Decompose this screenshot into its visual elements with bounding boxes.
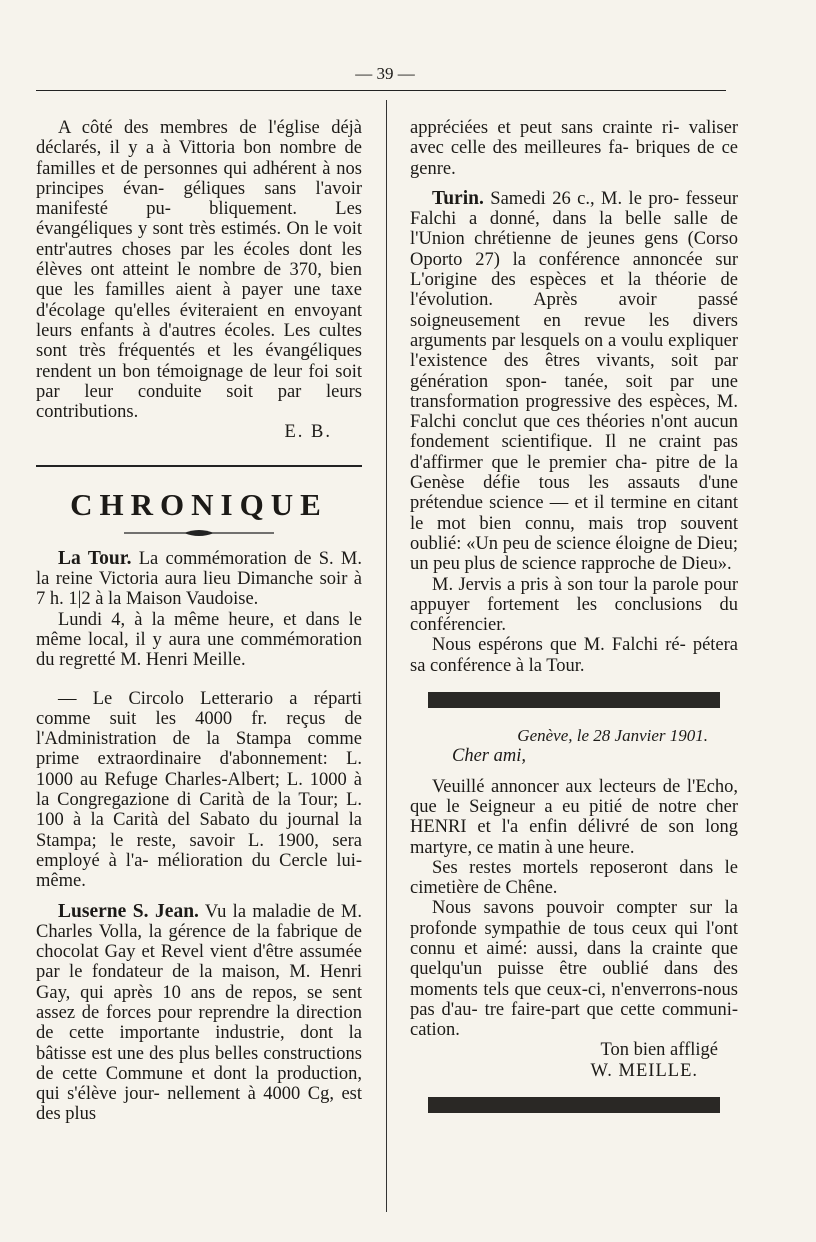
text-line: pétera sa conférence à la Tour.	[410, 635, 738, 676]
jervis-paragraph	[410, 575, 738, 636]
letter-signature: W. MEILLE.	[590, 1060, 698, 1081]
text-line: fesseur Falchi a donné, dans la belle	[410, 188, 739, 230]
text-line: connu, mais trop souvent oublié: «Un	[410, 513, 739, 554]
text-line: de notre cher HENRI et l'a enfin	[410, 796, 739, 838]
text-line: de la Tour; L. 100 à la Carità del	[36, 790, 362, 831]
text-line: très estimés. On le voit entr'autres	[36, 219, 362, 260]
text-line: le cimetière de Chêne.	[410, 857, 738, 899]
text-line: annoncée sur L'origine des espèces et	[410, 249, 738, 291]
text-line: valiser avec celle des meilleures fa-	[410, 118, 738, 159]
text-line: de cette importante industrie, dont	[36, 1023, 334, 1044]
text-line: tanée, soit par une transformation	[410, 371, 739, 412]
page-number: — 39 —	[355, 64, 415, 83]
text-line: la profonde sympathie de tous ceux	[410, 898, 739, 939]
right-column	[410, 118, 738, 1113]
text-line: tre faire-part que cette communi-	[484, 999, 739, 1020]
text-line: taxe d'écolage qu'elles éviteraient en	[36, 280, 363, 321]
text-line: l'Echo, que le Seigneur a eu pitié	[410, 776, 738, 817]
text-line: L. 1000 à la Congregazione di Carità	[36, 769, 362, 811]
text-line: vient d'être assumée par le fondateur	[36, 942, 362, 983]
text-line: Samedi 26 c., M. le pro-	[490, 188, 680, 209]
text-line: comme suit les 4000 fr. reçus de	[36, 708, 362, 729]
text-line: peu de science éloigne de Dieu; un	[410, 533, 739, 575]
text-line: Nous savons pouvoir compter sur	[432, 898, 713, 919]
text-line: assauts d'une prétendue science —	[410, 473, 738, 514]
text-line: — Le Circolo Letterario a réparti	[58, 688, 362, 709]
latour-paragraph-2	[36, 610, 362, 671]
letter-paragraph-2	[410, 858, 738, 899]
text-line: la bâtisse est une des plus belles	[36, 1023, 362, 1064]
text-line: prime extraordinaire d'abonnement:	[36, 749, 328, 770]
text-line: nombre de familles et de personnes	[36, 138, 362, 179]
text-line: voulu expliquer l'existence des êtres	[410, 330, 738, 372]
hope-paragraph	[410, 635, 738, 676]
text-line: fondement scientifique. Il ne craint	[410, 432, 701, 453]
text-line: Meille.	[192, 650, 246, 671]
latour-paragraph	[36, 549, 362, 610]
text-line: pas d'affirmer que le premier cha-	[410, 432, 738, 473]
text-line: M. Jervis a pris à son tour la	[432, 574, 648, 595]
letter-paragraph-3	[410, 898, 738, 1040]
text-line: témoignage de leur foi soit par leur	[36, 361, 363, 402]
text-line: nellement à 4000 Cg, est des plus	[36, 1084, 362, 1125]
text-line: et les évangéliques rendent un bon	[36, 341, 362, 382]
mourning-rule-top	[428, 692, 720, 708]
text-line: ceux-ci, n'enverrons-nous pas d'au-	[410, 979, 738, 1020]
text-line: divers arguments par lesquels on a	[410, 310, 739, 351]
text-line: conclusions du conférencier.	[410, 594, 738, 636]
place-name: Luserne S. Jean.	[58, 900, 199, 922]
text-line: écoles. Les cultes sont très fréquentés	[36, 320, 362, 362]
vittoria-paragraph	[36, 118, 362, 422]
text-line: savoir L. 1900, sera employé à l'a-	[36, 830, 363, 871]
text-line: qui adhérent à nos principes évan-	[36, 158, 362, 199]
text-line: La commémoration de	[138, 548, 312, 569]
letter-date: Genève, le 28 Janvier 1901.	[517, 726, 708, 746]
text-line: Dieu».	[681, 554, 732, 575]
text-line: Dimanche soir à 7 h. 1|2 à la Maison	[36, 569, 362, 610]
text-line: gens (Corso Oporto 27) la conférence	[410, 229, 738, 270]
text-line: qui l'ont connu et aimé: aussi, dans	[410, 918, 738, 959]
text-line: Veuillé annoncer aux lecteurs de	[432, 776, 681, 797]
text-line: pitre de la Genèse défie tous les	[410, 452, 739, 494]
header-rule	[36, 90, 726, 91]
text-line: appréciées et peut sans crainte ri-	[410, 118, 680, 138]
letter-closing: Ton bien affligé	[600, 1040, 718, 1061]
section-title: CHRONIQUE	[70, 486, 328, 522]
letter-paragraph-1	[410, 777, 738, 858]
text-line: Vu la maladie	[204, 901, 311, 922]
text-line: géliques sans l'avoir manifesté pu-	[36, 178, 362, 220]
text-line: Nous espérons que M. Falchi ré-	[432, 635, 686, 656]
text-line: envoyant leurs enfants à d'autres	[36, 300, 362, 341]
text-line: oublié dans des moments tels que	[410, 959, 738, 1000]
letter-salutation: Cher ami,	[452, 746, 526, 767]
text-line: peu plus de science rapproche de	[433, 554, 678, 575]
article-signature: E. B.	[284, 422, 332, 443]
text-line: progressive des espèces, M. Falchi	[410, 391, 738, 433]
text-line: mélioration du Cercle lui-même.	[36, 850, 363, 892]
text-line: la crainte que quelqu'un puisse être	[410, 938, 738, 980]
text-line: ont atteint le nombre de 370, bien	[90, 260, 363, 281]
text-line: S. M. la reine Victoria aura lieu	[36, 548, 362, 590]
text-line: briques de ce genre.	[410, 138, 738, 179]
place-name: La Tour.	[58, 547, 132, 569]
text-line: A côté des membres de l'église	[58, 118, 320, 138]
luserne-paragraph	[36, 902, 362, 1125]
text-line: à une heure.	[544, 837, 635, 858]
text-line: délivré de son long martyre, ce matin	[410, 817, 738, 858]
text-line: dont la production, qui s'élève jour-	[36, 1063, 362, 1105]
text-line: constructions de cette Commune et	[36, 1043, 363, 1084]
text-line: de forces pour reprendre la direction	[81, 1002, 362, 1023]
text-line: cation.	[410, 1020, 460, 1041]
circolo-paragraph	[36, 689, 362, 892]
ornament-rule-icon	[124, 527, 274, 539]
text-line: L. 1000 au Refuge Charles-Albert;	[36, 749, 362, 790]
text-line: Vaudoise.	[185, 589, 259, 610]
text-line: salle de l'Union chrétienne de jeunes	[410, 209, 738, 250]
text-line: l'Administration de la Stampa comme	[36, 729, 362, 750]
text-line: dans le même local, il y aura une	[36, 609, 363, 650]
text-line: que les familles aient à payer une	[36, 280, 321, 301]
text-line: passé soigneusement en revue les	[410, 290, 739, 331]
text-line: Lundi 4, à la même heure, et	[58, 609, 297, 630]
text-line: de la maison, M. Henri Gay, qui	[36, 962, 362, 1003]
text-line: après 10 ans de repos, se sent assez	[36, 982, 363, 1023]
text-line: et il termine en citant le mot bien	[410, 493, 739, 534]
text-line: parole pour appuyer fortement les	[410, 574, 739, 615]
text-line: de M. Charles Volla, la gérence de	[36, 901, 362, 942]
place-name: Turin.	[432, 187, 484, 209]
turin-paragraph	[410, 189, 738, 575]
text-line: conclut que ces théories n'ont aucun	[462, 412, 739, 433]
text-line: déjà déclarés, il y a à Vittoria bon	[36, 118, 363, 159]
text-line: la théorie de l'évolution. Après avoir	[410, 270, 738, 311]
text-line: conduite soit par leurs contributions.	[36, 381, 362, 423]
column-divider	[386, 100, 387, 1212]
text-line: commémoration du regretté M. Henri	[36, 629, 363, 671]
text-line: Sabato du journal la Stampa; le reste,	[36, 810, 363, 851]
mourning-rule-bottom	[428, 1097, 720, 1113]
left-column	[36, 118, 362, 1125]
luserne-continuation	[410, 118, 738, 179]
text-line: la fabrique de chocolat Gay et Revel	[36, 921, 362, 963]
text-line: bliquement. Les évangéliques y sont	[36, 199, 362, 240]
text-line: choses par les écoles dont les élèves	[36, 239, 362, 281]
text-line: vivants, soit par génération spon-	[410, 351, 739, 392]
text-line: Ses restes mortels reposeront dans	[432, 857, 714, 878]
section-rule	[36, 465, 362, 467]
